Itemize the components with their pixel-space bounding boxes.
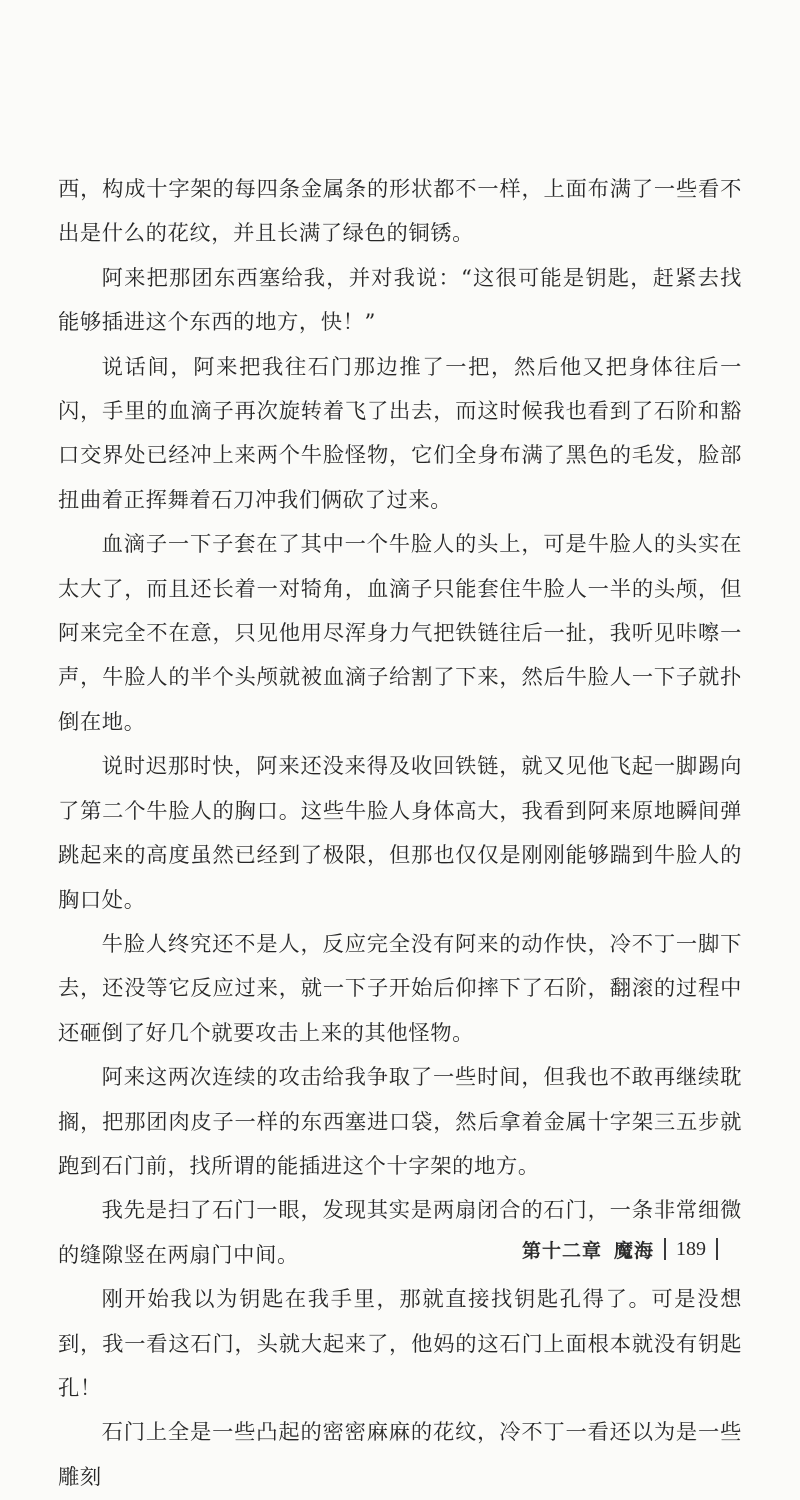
page-footer xyxy=(522,1236,728,1262)
chapter-label: 第十二章 xyxy=(522,1239,603,1262)
footer-divider-right xyxy=(716,1238,718,1260)
paragraph-8: 我先是扫了石门一眼，发现其实是两扇闭合的石门，一条非常细微的缝隙竖在两扇门中间。 xyxy=(58,1198,742,1268)
body-text xyxy=(58,168,742,1500)
paragraph-4: 血滴子一下子套在了其中一个牛脸人的头上，可是牛脸人的头实在太大了，而且还长着一对犄角，血滴子只能套住牛脸人一半的头颅，但阿来完全不在意，只见他用尽浑身力气把铁链往后一扯，我听见咔嚓一声，牛脸人的半个头颅就被血滴子给割了下来，然后牛脸人一下子就扑倒在地。 xyxy=(58,532,742,735)
paragraph-3: 说话间，阿来把我往石门那边推了一把，然后他又把身体往后一闪，手里的血滴子再次旋转着飞了出去，而这时候我也看到了石阶和豁口交界处已经冲上来两个牛脸怪物，它们全身布满了黑色的毛发，脸部扭曲着正挥舞着石刀冲我们俩砍了过来。 xyxy=(58,354,742,513)
footer-divider-left xyxy=(664,1238,666,1260)
paragraph-1: 西，构成十字架的每四条金属条的形状都不一样，上面布满了一些看不出是什么的花纹，并且长满了绿色的铜锈。 xyxy=(58,177,742,247)
paragraph-9: 刚开始我以为钥匙在我手里，那就直接找钥匙孔得了。可是没想到，我一看这石门，头就大起来了，他妈的这石门上面根本就没有钥匙孔！ xyxy=(58,1287,742,1401)
chapter-title: 魔海 xyxy=(614,1239,655,1262)
paragraph-7: 阿来这两次连续的攻击给我争取了一些时间，但我也不敢再继续耽搁，把那团肉皮子一样的东西塞进口袋，然后拿着金属十字架三五步就跑到石门前，找所谓的能插进这个十字架的地方。 xyxy=(58,1065,742,1179)
page-number: 189 xyxy=(676,1237,707,1260)
paragraph-5: 说时迟那时快，阿来还没来得及收回铁链，就又见他飞起一脚踢向了第二个牛脸人的胸口。这些牛脸人身体高大，我看到阿来原地瞬间弹跳起来的高度虽然已经到了极限，但那也仅仅是刚刚能够踹到牛脸人的胸口处。 xyxy=(58,754,742,913)
paragraph-10: 石门上全是一些凸起的密密麻麻的花纹，冷不丁一看还以为是一些雕刻 xyxy=(58,1420,742,1490)
paragraph-6: 牛脸人终究还不是人，反应完全没有阿来的动作快，冷不丁一脚下去，还没等它反应过来，就一下子开始后仰摔下了石阶，翻滚的过程中还砸倒了好几个就要攻击上来的其他怪物。 xyxy=(58,931,742,1046)
paragraph-2: 阿来把那团东西塞给我，并对我说：“这很可能是钥匙，赶紧去找能够插进这个东西的地方，快！” xyxy=(58,265,742,336)
